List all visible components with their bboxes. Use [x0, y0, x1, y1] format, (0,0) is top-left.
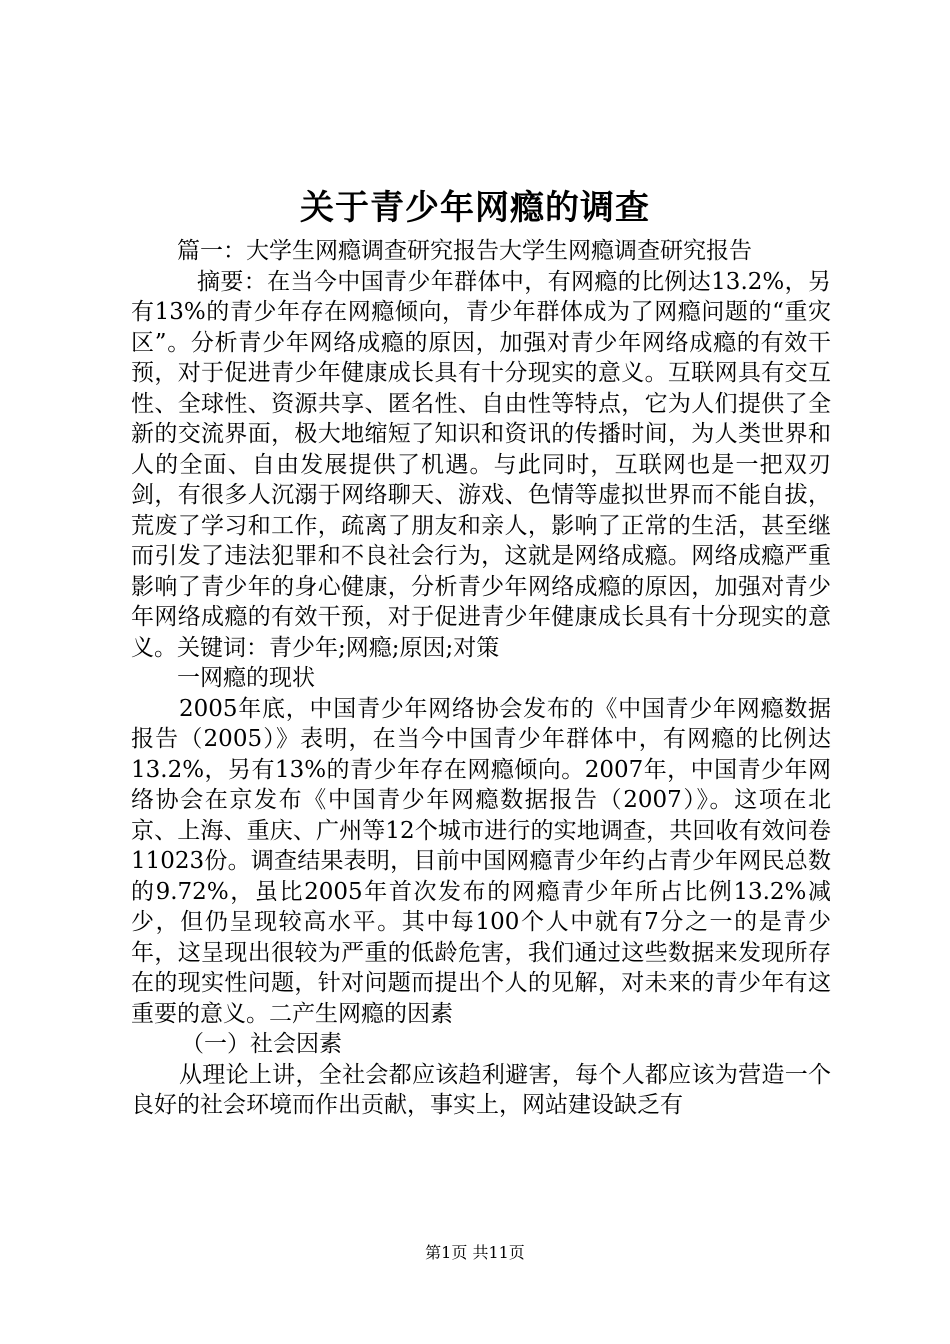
article-heading: 篇一：大学生网瘾调查研究报告大学生网瘾调查研究报告 [177, 238, 752, 264]
document-body [131, 236, 831, 1121]
subsection-heading-social: （一）社会因素 [181, 1031, 342, 1057]
document-title: 关于青少年网瘾的调查 [300, 188, 650, 228]
section-heading-status: 一网瘾的现状 [177, 665, 315, 691]
abstract-paragraph: 摘要：在当今中国青少年群体中，有网瘾的比例达13.2%，另有13%的青少年存在网瘾倾向，青少年群体成为了网瘾问题的“重灾区”。分析青少年网络成瘾的原因，加强对青少年网络成瘾的有效干预，对于促进青少年健康成长具有十分现实的意义。互联网具有交互性、全球性、资源共享、匿名性、自由性等特点，它为人们提供了全新的交流界面，极大地缩短了知识和资讯的传播时间，为人类世界和人的全面、自由发展提供了机遇。与此同时，互联网也是一把双刃剑，有很多人沉溺于网络聊天、游戏、色情等虚拟世界而不能自拔，荒废了学习和工作，疏离了朋友和亲人，影响了正常的生活，甚至继而引发了违法犯罪和不良社会行为，这就是网络成瘾。网络成瘾严重影响了青少年的身心健康，分析青少年网络成瘾的原因，加强对青少年网络成瘾的有效干预，对于促进青少年健康成长具有十分现实的意义。关键词：青少年;网瘾;原因;对策 [131, 268, 831, 661]
status-paragraph: 2005年底，中国青少年网络协会发布的《中国青少年网瘾数据报告（2005）》表明，在当今中国青少年群体中，有网瘾的比例达13.2%，另有13%的青少年存在网瘾倾向。2007年，中国青少年网络协会在京发布《中国青少年网瘾数据报告（2007）》。这项在北京、上海、重庆、广州等12个城市进行的实地调查，共回收有效问卷11023份。调查结果表明，目前中国网瘾青少年约占青少年网民总数的9.72%，虽比2005年首次发布的网瘾青少年所占比例13.2%减少，但仍呈现较高水平。其中每100个人中就有7分之一的是青少年，这呈现出很较为严重的低龄危害，我们通过这些数据来发现所存在的现实性问题，针对问题而提出个人的见解，对未来的青少年有这重要的意义。二产生网瘾的因素 [131, 695, 831, 1027]
social-paragraph: 从理论上讲，全社会都应该趋利避害，每个人都应该为营造一个良好的社会环境而作出贡献，事实上，网站建设缺乏有 [131, 1061, 831, 1118]
page-footer: 第1页 共11页 [425, 1243, 525, 1262]
